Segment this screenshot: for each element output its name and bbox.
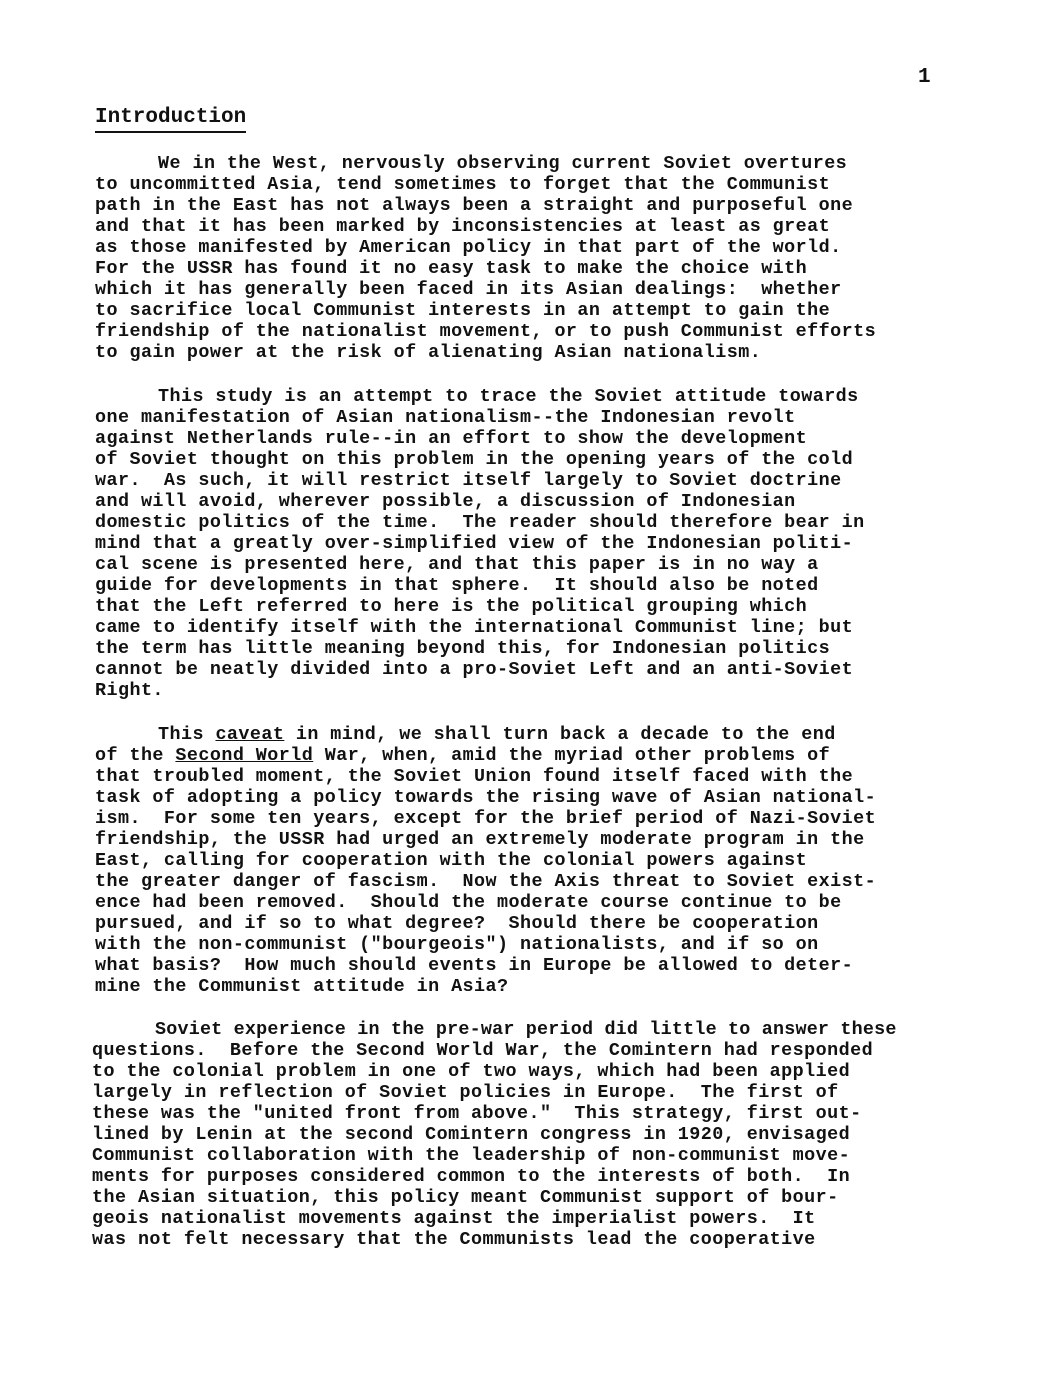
text-line: that troubled moment, the Soviet Union found itself faced with the (95, 766, 854, 787)
text-line: that the Left referred to here is the political grouping which (95, 596, 808, 617)
text-line: mine the Communist attitude in Asia? (95, 976, 509, 997)
text-line: and that it has been marked by inconsistencies at least as great (95, 216, 831, 237)
text-line: domestic politics of the time. The reader should therefore bear in (95, 512, 865, 533)
text-line: questions. Before the Second World War, the Comintern had responded (92, 1040, 874, 1061)
text-line: ence had been removed. Should the moderate course continue to be (95, 892, 842, 913)
page-number: 1 (918, 66, 931, 89)
text-line: Right. (95, 680, 164, 701)
text-line: We in the West, nervously observing current Soviet overtures (158, 153, 848, 174)
text-line: task of adopting a policy towards the rising wave of Asian national- (95, 787, 877, 808)
text-line: This caveat in mind, we shall turn back a decade to the end (158, 724, 836, 745)
text-line: of the Second World War, when, amid the myriad other problems of (95, 745, 831, 766)
text-line: the term has little meaning beyond this, for Indonesian politics (95, 638, 831, 659)
text-line: lined by Lenin at the second Comintern congress in 1920, envisaged (92, 1124, 851, 1145)
text-line: mind that a greatly over-simplified view of the Indonesian politi- (95, 533, 854, 554)
text-line: one manifestation of Asian nationalism--the Indonesian revolt (95, 407, 796, 428)
text-line: guide for developments in that sphere. It should also be noted (95, 575, 819, 596)
text-line: path in the East has not always been a straight and purposeful one (95, 195, 854, 216)
text-line: largely in reflection of Soviet policies in Europe. The first of (92, 1082, 839, 1103)
text-line: the Asian situation, this policy meant Communist support of bour- (92, 1187, 839, 1208)
text-line: as those manifested by American policy in that part of the world. (95, 237, 842, 258)
text-line: cal scene is presented here, and that this paper is in no way a (95, 554, 819, 575)
text-line: against Netherlands rule--in an effort to show the development (95, 428, 808, 449)
text-line: to the colonial problem in one of two ways, which had been applied (92, 1061, 851, 1082)
text-line: Communist collaboration with the leadership of non-communist move- (92, 1145, 851, 1166)
text-line: This study is an attempt to trace the Soviet attitude towards (158, 386, 859, 407)
underlined-phrase: Second World (175, 745, 314, 766)
text-line: East, calling for cooperation with the colonial powers against (95, 850, 808, 871)
text-line: with the non-communist ("bourgeois") nationalists, and if so on (95, 934, 819, 955)
text-line: the greater danger of fascism. Now the Axis threat to Soviet exist- (95, 871, 877, 892)
section-heading: Introduction (95, 106, 246, 133)
text-line: these was the "united front from above." This strategy, first out- (92, 1103, 862, 1124)
text-line: to sacrifice local Communist interests in an attempt to gain the (95, 300, 831, 321)
text-line: of Soviet thought on this problem in the opening years of the cold (95, 449, 854, 470)
text-line: came to identify itself with the international Communist line; but (95, 617, 854, 638)
text-line: which it has generally been faced in its Asian dealings: whether (95, 279, 842, 300)
text-line: friendship of the nationalist movement, or to push Communist efforts (95, 321, 877, 342)
text-line: geois nationalist movements against the imperialist powers. It (92, 1208, 816, 1229)
text-line: For the USSR has found it no easy task to make the choice with (95, 258, 808, 279)
underlined-phrase: caveat (215, 724, 285, 745)
text-line: war. As such, it will restrict itself largely to Soviet doctrine (95, 470, 842, 491)
text-line: was not felt necessary that the Communists lead the cooperative (92, 1229, 816, 1250)
text-line: pursued, and if so to what degree? Should there be cooperation (95, 913, 819, 934)
text-line: cannot be neatly divided into a pro-Soviet Left and an anti-Soviet (95, 659, 854, 680)
text-line: to gain power at the risk of alienating Asian nationalism. (95, 342, 762, 363)
text-line: friendship, the USSR had urged an extremely moderate program in the (95, 829, 865, 850)
text-line: ments for purposes considered common to the interests of both. In (92, 1166, 851, 1187)
text-line: what basis? How much should events in Europe be allowed to deter- (95, 955, 854, 976)
text-line: to uncommitted Asia, tend sometimes to forget that the Communist (95, 174, 831, 195)
text-line: Soviet experience in the pre-war period did little to answer these (155, 1019, 897, 1040)
text-line: ism. For some ten years, except for the brief period of Nazi-Soviet (95, 808, 877, 829)
text-line: and will avoid, wherever possible, a discussion of Indonesian (95, 491, 796, 512)
